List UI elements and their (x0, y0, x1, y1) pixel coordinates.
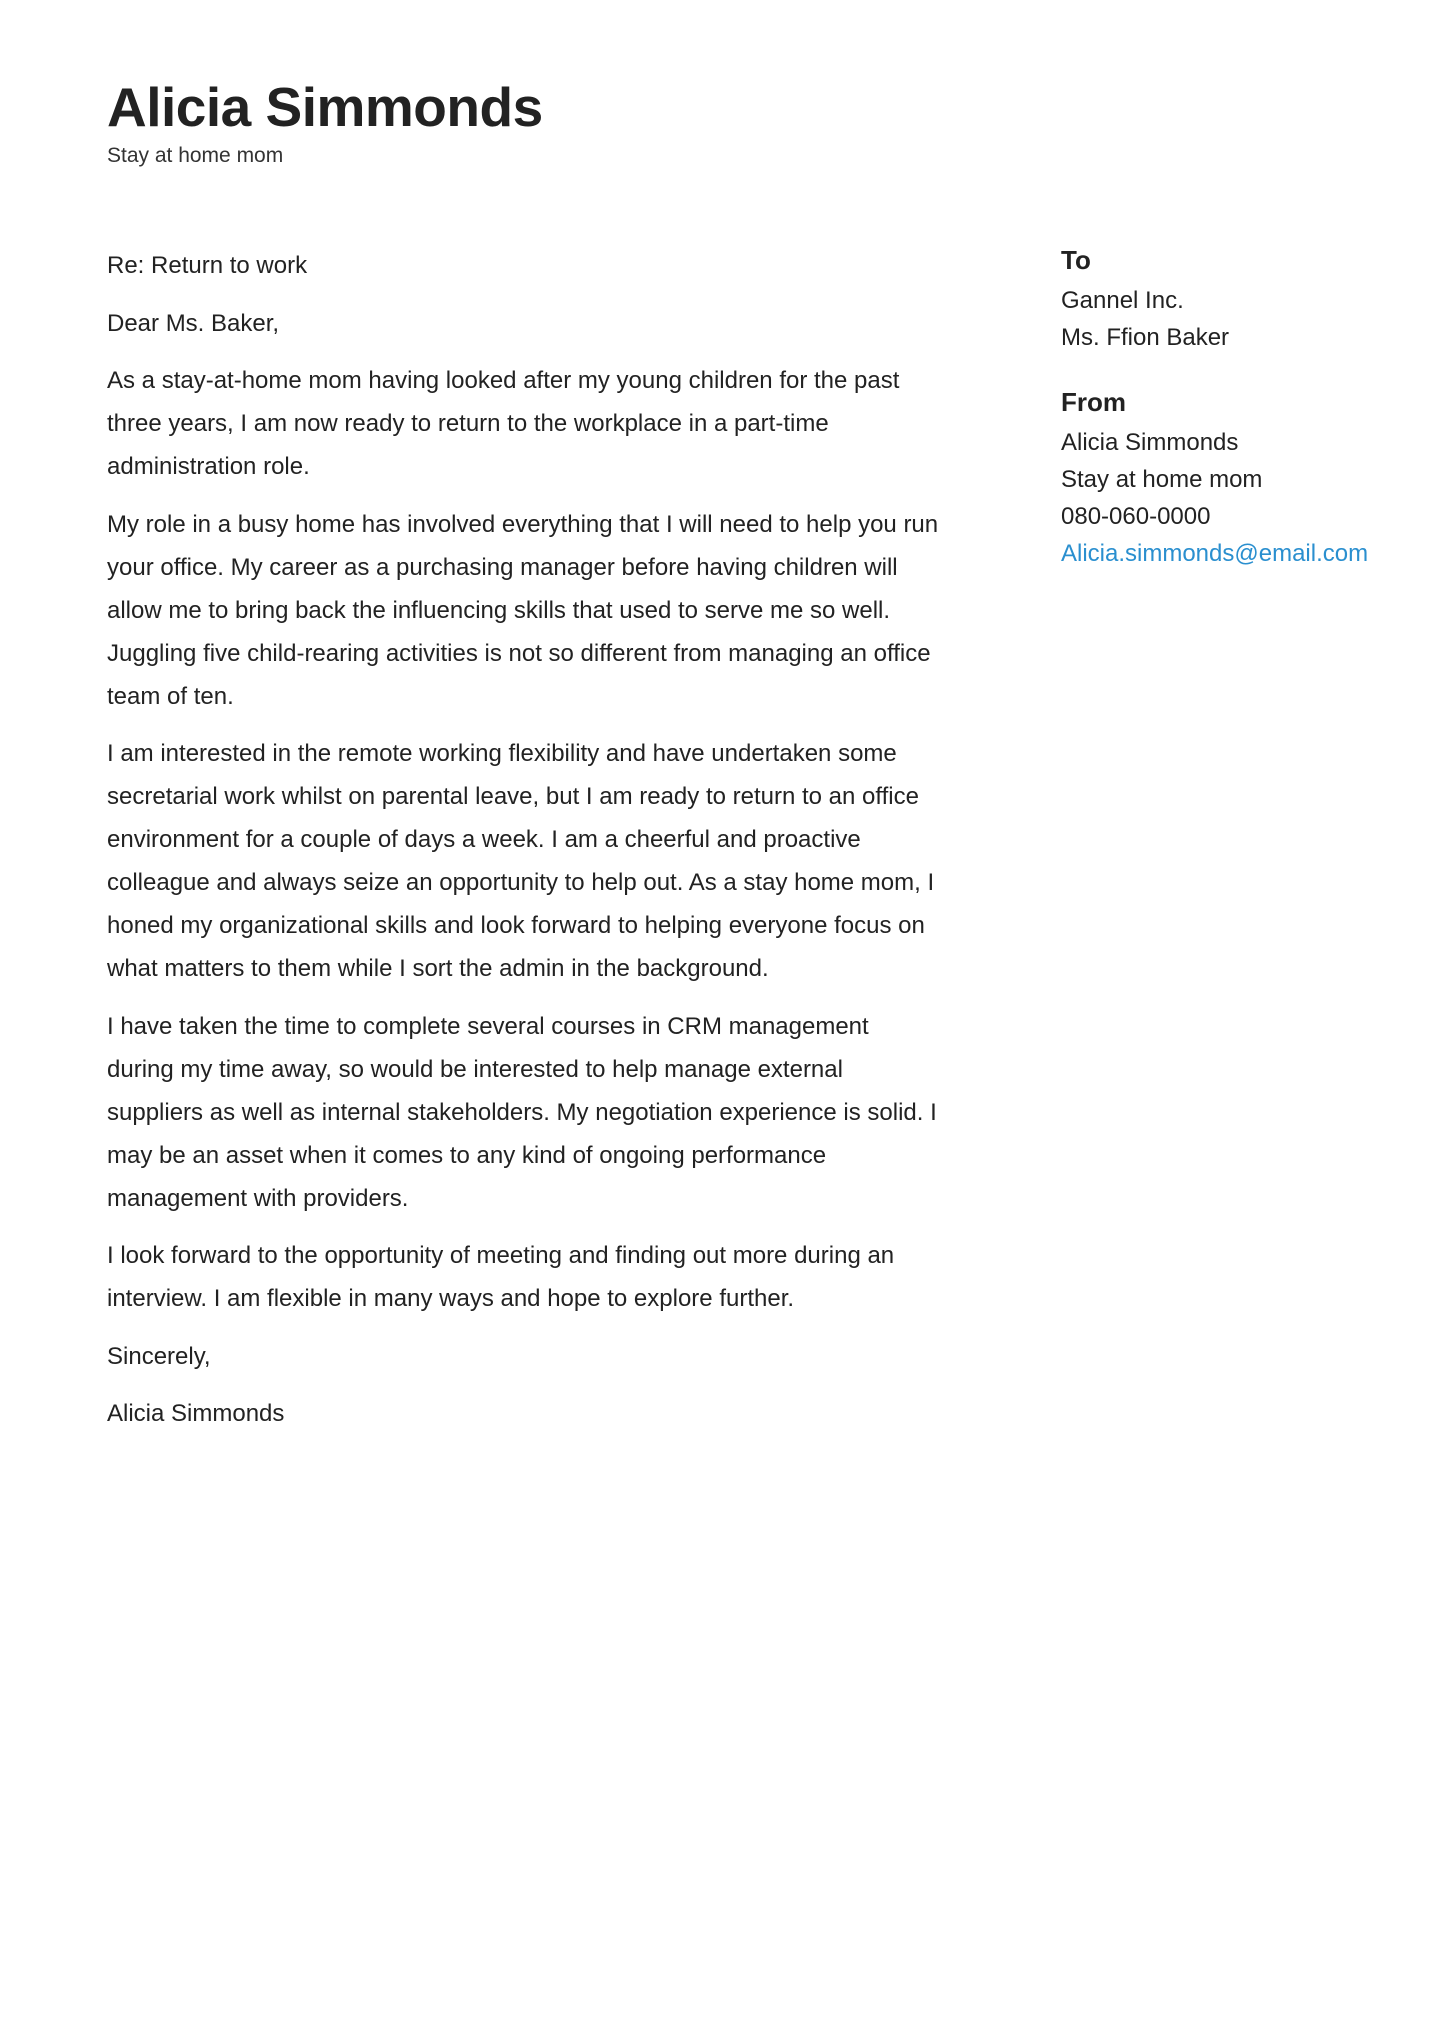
from-heading: From (1061, 387, 1126, 417)
sender-email-link[interactable]: Alicia.simmonds@email.com (1061, 540, 1369, 567)
recipient-name: Ms. Ffion Baker (1061, 324, 1230, 351)
sender-name: Alicia Simmonds (1061, 429, 1239, 456)
letter-paragraph: My role in a busy home has involved everything that I will need to help you run your office. My career as a purchasing manager before having children will allow me to bring back the influencing skills that used to serve me so well. Juggling five child-rearing activities is not so different from managing an office team of ten. (107, 510, 939, 710)
sender-title: Stay at home mom (1061, 466, 1263, 493)
applicant-title: Stay at home mom (107, 144, 284, 167)
letter-paragraph: I am interested in the remote working flexibility and have undertaken some secretarial work whilst on parental leave, but I am ready to return to an office environment for a couple of days a week. I am a cheerful and proactive colleague and always seize an opportunity to help out. As a stay home mom, I honed my organizational skills and look forward to helping everyone focus on what matters to them while I sort the admin in the background. (107, 740, 935, 982)
applicant-name: Alicia Simmonds (107, 76, 543, 138)
from-section (1061, 382, 1401, 572)
letter-signature: Alicia Simmonds (107, 1400, 285, 1427)
letter-paragraph: As a stay-at-home mom having looked after my young children for the past three years, I am now ready to return to the workplace in a part-time administration role. (107, 367, 900, 480)
letter-body (107, 244, 942, 1450)
letter-header (107, 72, 543, 170)
recipient-company: Gannel Inc. (1061, 287, 1184, 314)
letter-paragraph: I look forward to the opportunity of meeting and finding out more during an interview. I am flexible in many ways and hope to explore further. (107, 1242, 895, 1312)
contact-sidebar (1061, 240, 1401, 598)
letter-salutation: Dear Ms. Baker, (107, 309, 280, 337)
letter-closing: Sincerely, (107, 1342, 211, 1370)
sender-phone: 080-060-0000 (1061, 503, 1211, 530)
letter-paragraph: I have taken the time to complete several courses in CRM management during my time away, so would be interested to help manage external suppliers as well as internal stakeholders. My negotiation experience is solid. I may be an asset when it comes to any kind of ongoing performance management with providers. (107, 1012, 937, 1212)
to-heading: To (1061, 245, 1091, 275)
to-section (1061, 240, 1401, 356)
letter-subject: Re: Return to work (107, 252, 308, 279)
